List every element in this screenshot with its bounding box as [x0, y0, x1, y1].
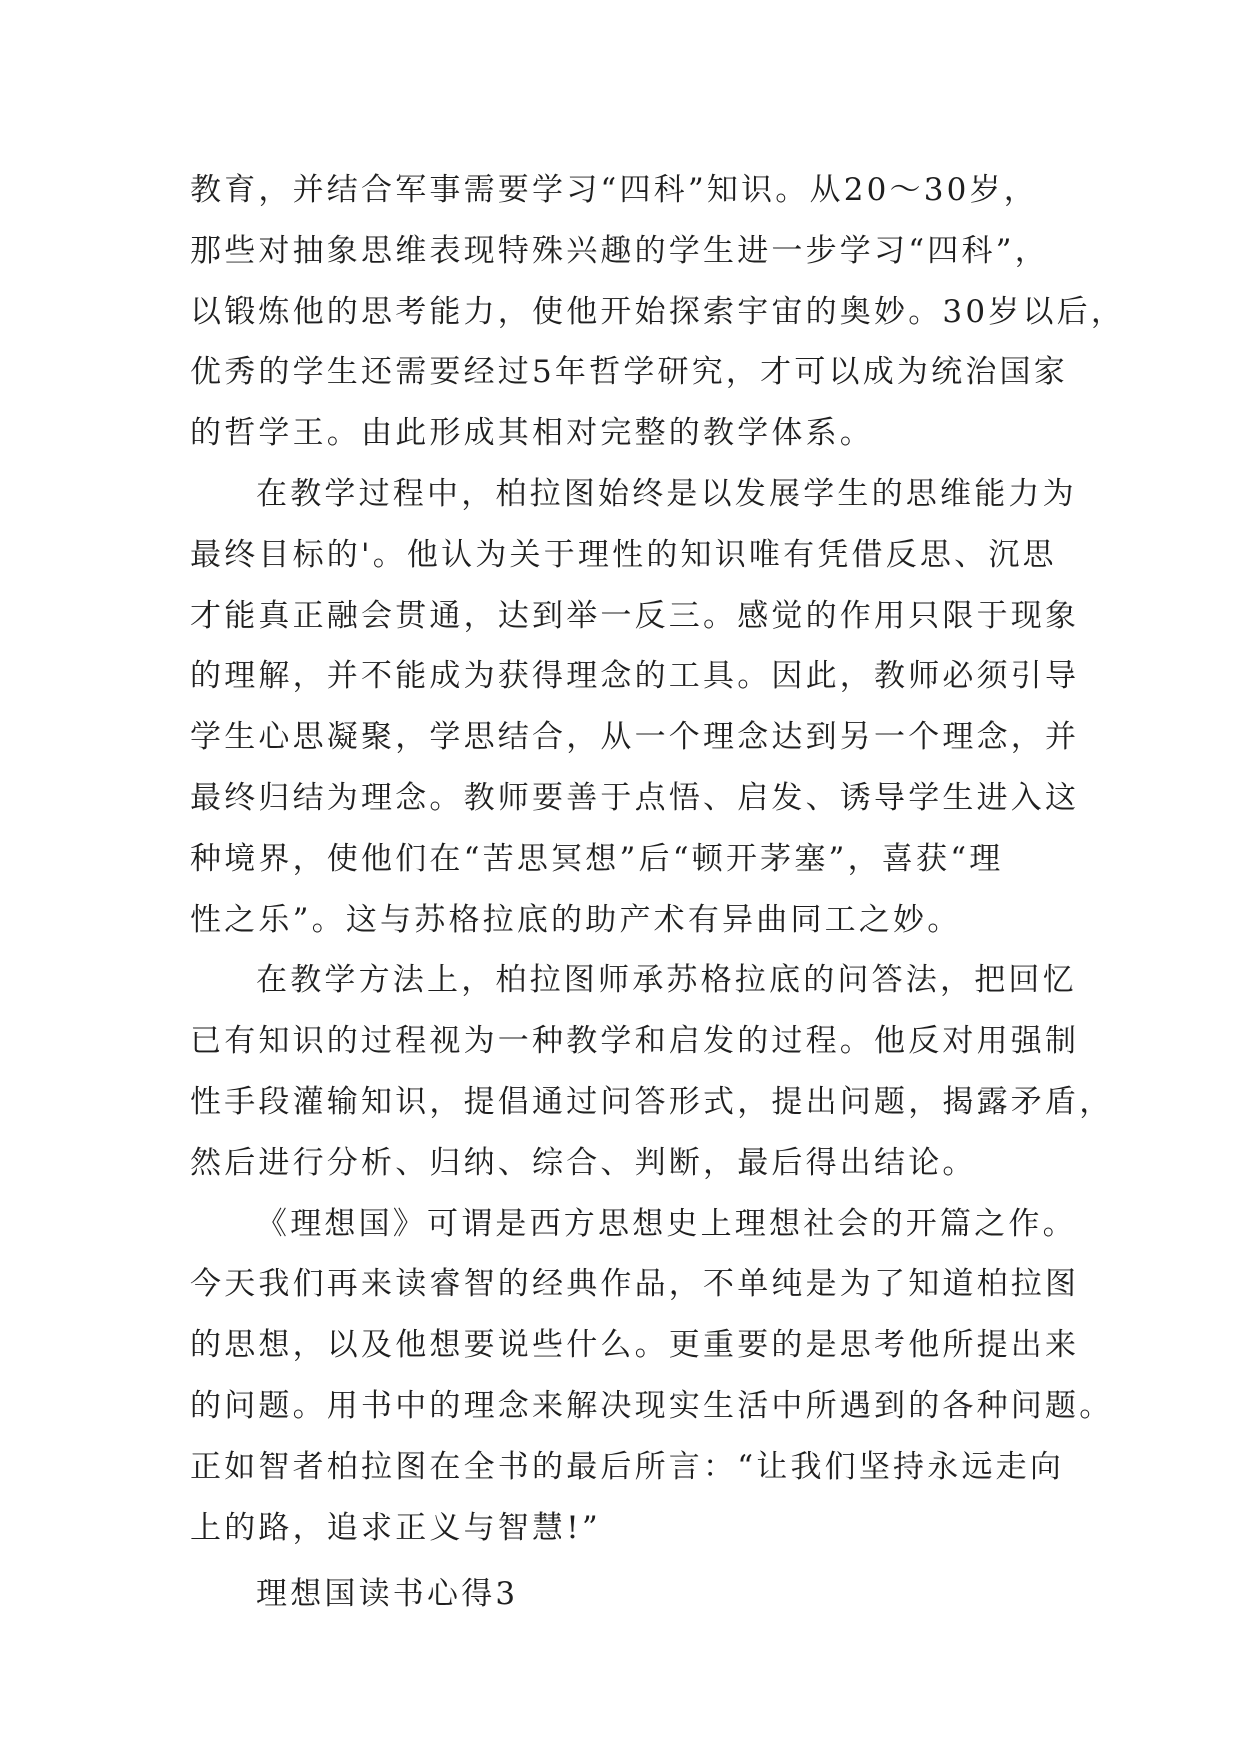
paragraph-line: 的理解，并不能成为获得理念的工具。因此，教师必须引导	[190, 658, 1080, 695]
paragraph-3	[190, 950, 1114, 1193]
paragraph-line: 在教学过程中，柏拉图始终是以发展学生的思维能力为	[256, 475, 1077, 512]
paragraph-4	[190, 1194, 1114, 1559]
paragraph-line: 学生心思凝聚，学思结合，从一个理念达到另一个理念，并	[190, 719, 1080, 756]
paragraph-line: 的哲学王。由此形成其相对完整的教学体系。	[190, 415, 874, 452]
paragraph-line: 优秀的学生还需要经过5年哲学研究，才可以成为统治国家	[190, 354, 1068, 391]
paragraph-line: 《理想国》可谓是西方思想史上理想社会的开篇之作。	[256, 1205, 1077, 1242]
paragraph-line: 然后进行分析、归纳、综合、判断，最后得出结论。	[190, 1144, 977, 1181]
paragraph-line: 的问题。用书中的理念来解决现实生活中所遇到的各种问题。	[190, 1387, 1114, 1424]
paragraph-line: 才能真正融会贯通，达到举一反三。感觉的作用只限于现象	[190, 597, 1080, 634]
paragraph-line: 性之乐”。这与苏格拉底的助产术有异曲同工之妙。	[190, 901, 962, 938]
paragraph-line: 在教学方法上，柏拉图师承苏格拉底的问答法，把回忆	[256, 962, 1077, 999]
paragraph-line: 那些对抽象思维表现特殊兴趣的学生进一步学习“四科”，	[190, 232, 1049, 269]
section-heading: 理想国读书心得3	[256, 1576, 519, 1613]
paragraph-line: 以锻炼他的思考能力，使他开始探索宇宙的奥妙。30岁以后，	[190, 293, 1126, 330]
paragraph-1	[190, 160, 1126, 464]
paragraph-line: 性手段灌输知识，提倡通过问答形式，提出问题，揭露矛盾，	[190, 1083, 1114, 1120]
paragraph-line: 上的路，追求正义与智慧!”	[190, 1509, 601, 1546]
paragraph-line: 教育，并结合军事需要学习“四科”知识。从20～30岁，	[190, 172, 1038, 208]
paragraph-2	[190, 464, 1080, 950]
paragraph-line: 正如智者柏拉图在全书的最后所言：“让我们坚持永远走向	[190, 1448, 1065, 1485]
paragraph-line: 种境界，使他们在“苦思冥想”后“顿开茅塞”，喜获“理	[190, 840, 1004, 877]
document-page	[190, 160, 1126, 1625]
paragraph-line: 最终归结为理念。教师要善于点悟、启发、诱导学生进入这	[190, 779, 1080, 816]
paragraph-line: 的思想，以及他想要说些什么。更重要的是思考他所提出来	[190, 1327, 1080, 1364]
paragraph-line: 今天我们再来读睿智的经典作品，不单纯是为了知道柏拉图	[190, 1266, 1080, 1303]
paragraph-line: 已有知识的过程视为一种教学和启发的过程。他反对用强制	[190, 1023, 1080, 1060]
paragraph-line: 最终目标的'。他认为关于理性的知识唯有凭借反思、沉思	[190, 536, 1057, 573]
